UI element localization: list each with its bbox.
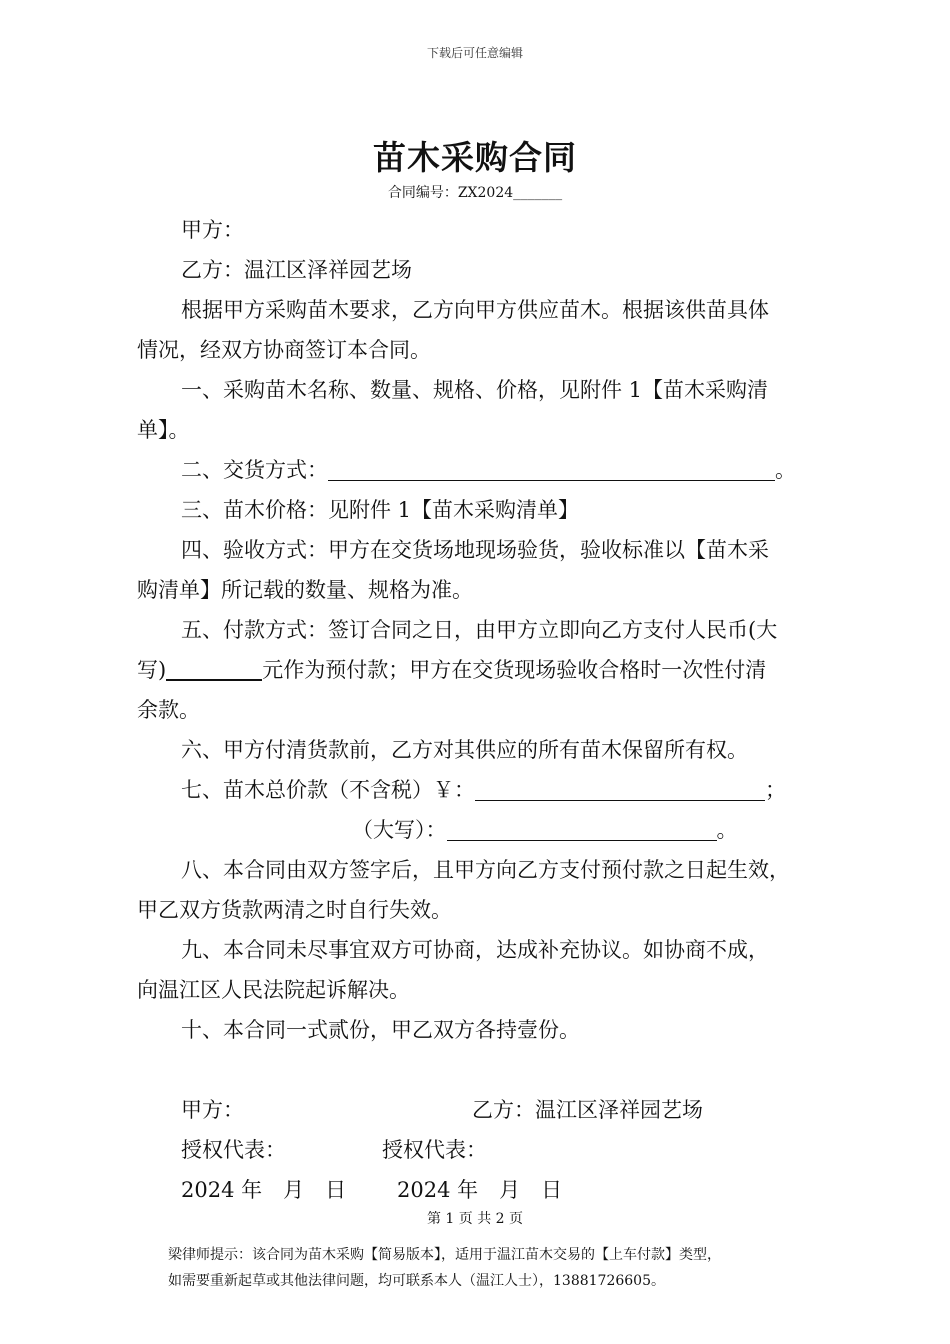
clause-4-line-2: 购清单】所记载的数量、规格为准。	[137, 578, 473, 602]
clause-7-capital-end: 。	[716, 818, 738, 842]
clause-3-line: 三、苗木价格：见附件 1【苗木采购清单】	[181, 498, 580, 522]
clause-5-prefix: 写)	[137, 658, 167, 682]
clause-7-capital-label: （大写）：	[352, 818, 447, 842]
date-b: 2024 年 月 日	[397, 1178, 563, 1202]
page-number: 第 1 页 共 2 页	[426, 1211, 524, 1227]
clause-1-line-1: 一、采购苗木名称、数量、规格、价格，见附件 1【苗木采购清	[181, 378, 769, 402]
clause-2-end: 。	[775, 458, 796, 482]
clause-5-suffix: 元作为预付款；甲方在交货现场验收合格时一次性付清	[262, 658, 767, 682]
delivery-method-blank	[328, 458, 775, 481]
contract-title: 苗木采购合同	[373, 138, 577, 177]
date-a: 2024 年 月 日	[181, 1178, 347, 1202]
clause-10-line: 十、本合同一式贰份，甲乙双方各持壹份。	[181, 1018, 580, 1042]
clause-4-line-1: 四、验收方式：甲方在交货场地现场验货，验收标准以【苗木采	[181, 538, 769, 562]
representative-b: 授权代表：	[382, 1138, 487, 1162]
total-price-capital-blank	[447, 818, 717, 841]
clause-7-line	[181, 774, 786, 804]
clause-1-line-2: 单】。	[137, 418, 190, 442]
clause-8-line-2: 甲乙双方货款两清之时自行失效。	[137, 898, 452, 922]
clause-5-line-3: 余款。	[137, 698, 200, 722]
prepayment-amount-blank	[166, 657, 262, 681]
clause-7-capital-line	[352, 814, 738, 844]
header-note: 下载后可任意编辑	[426, 46, 523, 60]
lawyer-tip-line-2: 如需要重新起草或其他法律问题，均可联系本人（温江人士），13881726605。	[168, 1273, 665, 1289]
signature-party-b: 乙方：温江区泽祥园艺场	[472, 1098, 703, 1122]
clause-2-label: 二、交货方式：	[181, 458, 328, 482]
signature-party-a: 甲方：	[181, 1098, 244, 1122]
clause-7-label: 七、苗木总价款（不含税）￥：	[181, 778, 475, 802]
party-a-line: 甲方：	[181, 218, 244, 242]
clause-2-line	[181, 454, 796, 484]
representative-a: 授权代表：	[181, 1138, 286, 1162]
contract-number: 合同编号：ZX2024_______	[387, 185, 563, 201]
clause-8-line-1: 八、本合同由双方签字后，且甲方向乙方支付预付款之日起生效，	[181, 858, 790, 882]
intro-line-2: 情况，经双方协商签订本合同。	[137, 338, 431, 362]
party-b-line: 乙方：温江区泽祥园艺场	[181, 258, 412, 282]
clause-9-line-2: 向温江区人民法院起诉解决。	[137, 978, 410, 1002]
clause-5-line-1: 五、付款方式：签订合同之日，由甲方立即向乙方支付人民币(大	[181, 618, 778, 642]
clause-7-end: ；	[765, 778, 786, 802]
clause-9-line-1: 九、本合同未尽事宜双方可协商，达成补充协议。如协商不成，	[181, 938, 769, 962]
lawyer-tip-line-1: 梁律师提示：该合同为苗木采购【简易版本】，适用于温江苗木交易的【上车付款】类型，	[168, 1247, 721, 1263]
clause-5-line-2	[137, 654, 766, 684]
intro-line-1: 根据甲方采购苗木要求，乙方向甲方供应苗木。根据该供苗具体	[181, 298, 769, 322]
clause-6-line: 六、甲方付清货款前，乙方对其供应的所有苗木保留所有权。	[181, 738, 748, 762]
total-price-blank	[475, 778, 765, 801]
